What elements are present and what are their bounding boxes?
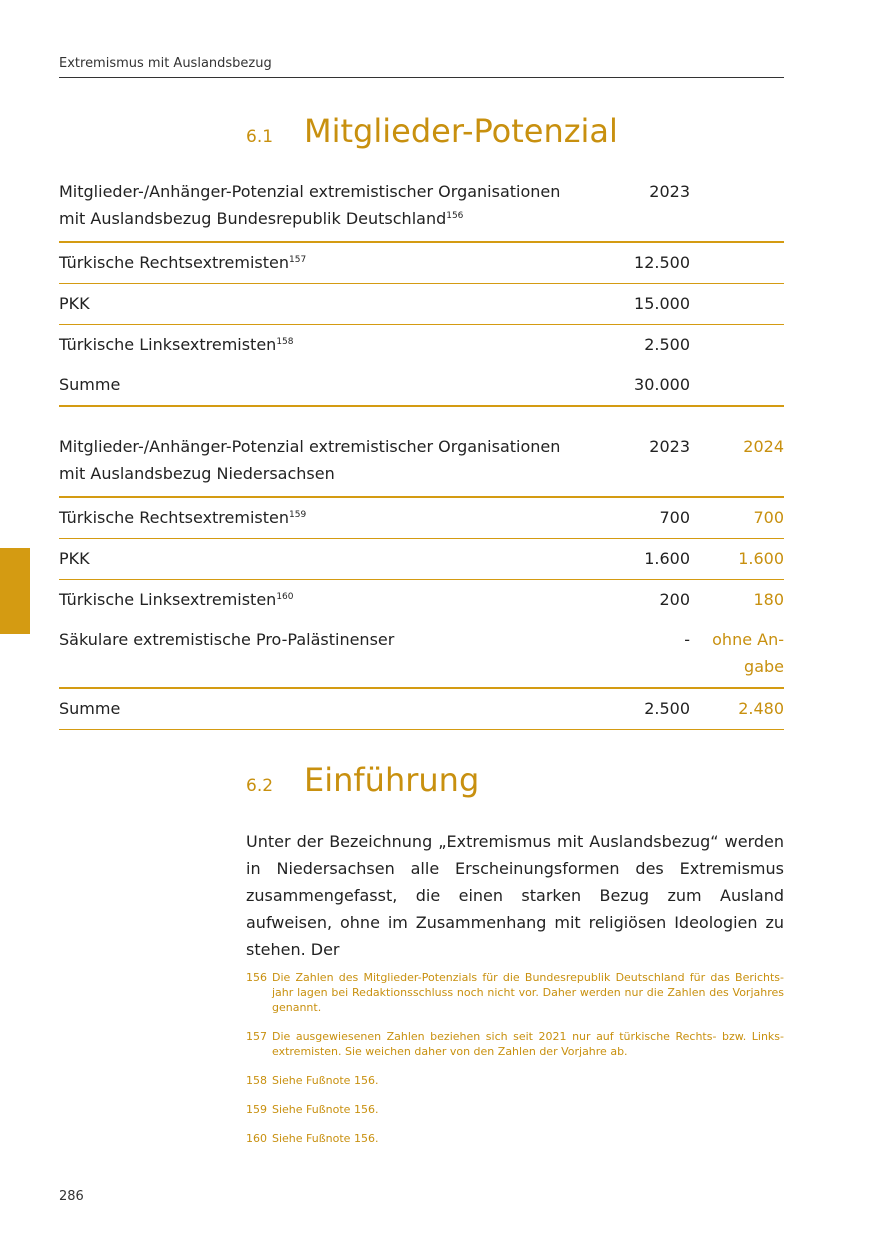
- page-number: 286: [59, 1189, 84, 1204]
- table-row: PKK 1.600 1.600: [59, 539, 784, 580]
- table-header-row: [59, 176, 784, 242]
- section-title: Mitglieder-Potenzial: [304, 112, 618, 150]
- value-2023: 2.500: [619, 688, 690, 730]
- table-row: Türkische Linksextremisten$^{160}$ 200 180: [59, 580, 784, 621]
- table-title: Mitglieder-/Anhänger-Potenzial extremistischer Organisationen mit Auslandsbezug Niedersachsen: [59, 431, 619, 497]
- value-2023: 200: [659, 590, 690, 609]
- value-2024: 1.600: [690, 539, 784, 580]
- section-number: 6.1: [246, 127, 274, 147]
- value-2023: 700: [619, 497, 690, 539]
- footnote: 158 Siehe Fußnote 156.: [246, 1074, 379, 1087]
- value-2024: ohne An- gabe: [690, 620, 784, 688]
- section-title: Einführung: [304, 761, 480, 799]
- value-2023: 15.000: [619, 284, 690, 325]
- footnote: 160 Siehe Fußnote 156.: [246, 1132, 379, 1145]
- footnote-ref: 157: [289, 255, 307, 265]
- table-row: Türkische Rechtsextremisten$^{159}$ 700 700: [59, 497, 784, 539]
- table-row: PKK 15.000: [59, 284, 784, 325]
- footnote-ref: 156: [446, 211, 464, 221]
- table-row: Türkische Linksextremisten$^{158}$ 2.500: [59, 325, 784, 366]
- section-heading-6-2: [246, 761, 479, 799]
- section-heading-6-1: [246, 112, 618, 150]
- footnote: 159 Siehe Fußnote 156.: [246, 1103, 379, 1116]
- footnotes: [246, 970, 784, 1160]
- footnote-ref: 159: [289, 510, 307, 520]
- table-sum-row: Summe 2.500 2.480: [59, 688, 784, 730]
- chapter-marker-tab: [0, 548, 30, 634]
- value-2024: 700: [690, 497, 784, 539]
- footnote-ref: 160: [276, 592, 294, 602]
- body-paragraph: Unter der Bezeichnung „Extremismus mit Auslandsbezug“ werden in Niedersachsen alle Erscheinungsformen des Extremismus zusammengefasst, die einen starken Bezug zum Ausland aufweisen, ohne im Zusammenhang mit religiösen Ideologien zu stehen. Der: [246, 832, 784, 959]
- table-bund: [59, 176, 784, 407]
- value-2023: 1.600: [619, 539, 690, 580]
- year-header-2023: 2023: [619, 176, 690, 242]
- table-niedersachsen: [59, 431, 784, 730]
- value-2023: 2.500: [644, 335, 690, 354]
- value-2024: 2.480: [690, 688, 784, 730]
- footnote: 157 Die ausgewiesenen Zahlen beziehen sich seit 2021 nur auf türkische Rechts- bzw. Linksextremisten. Sie weichen daher von den Zahlen der Vorjahre ab.: [246, 1030, 784, 1058]
- table-title: Mitglieder-/Anhänger-Potenzial extremistischer Organisationen mit Auslandsbezug Bundesrepublik Deutschland$^{156}$: [59, 176, 619, 242]
- value-2023: -: [619, 620, 690, 688]
- table-header-row: [59, 431, 784, 497]
- table-row: Türkische Rechtsextremisten$^{157}$ 12.500: [59, 242, 784, 284]
- year-header-2024: 2024: [690, 431, 784, 497]
- section-number: 6.2: [246, 776, 274, 796]
- table-row: Säkulare extremistische Pro-Palästinenser - ohne An- gabe: [59, 620, 784, 688]
- value-2023: 12.500: [619, 242, 690, 284]
- footnote-ref: 158: [276, 337, 294, 347]
- running-header: Extremismus mit Auslandsbezug: [59, 56, 784, 78]
- footnote: 156 Die Zahlen des Mitglieder-Potenzials für die Bundesrepublik Deutschland für das Berichtsjahr lagen bei Redaktionsschluss noch nicht vor. Daher werden nur die Zahlen des Vorjahres genannt.: [246, 971, 784, 1014]
- table-sum-row: Summe 30.000: [59, 365, 784, 406]
- year-header-2023: 2023: [619, 431, 690, 497]
- value-2024: 180: [753, 590, 784, 609]
- value-2023: 30.000: [619, 365, 690, 406]
